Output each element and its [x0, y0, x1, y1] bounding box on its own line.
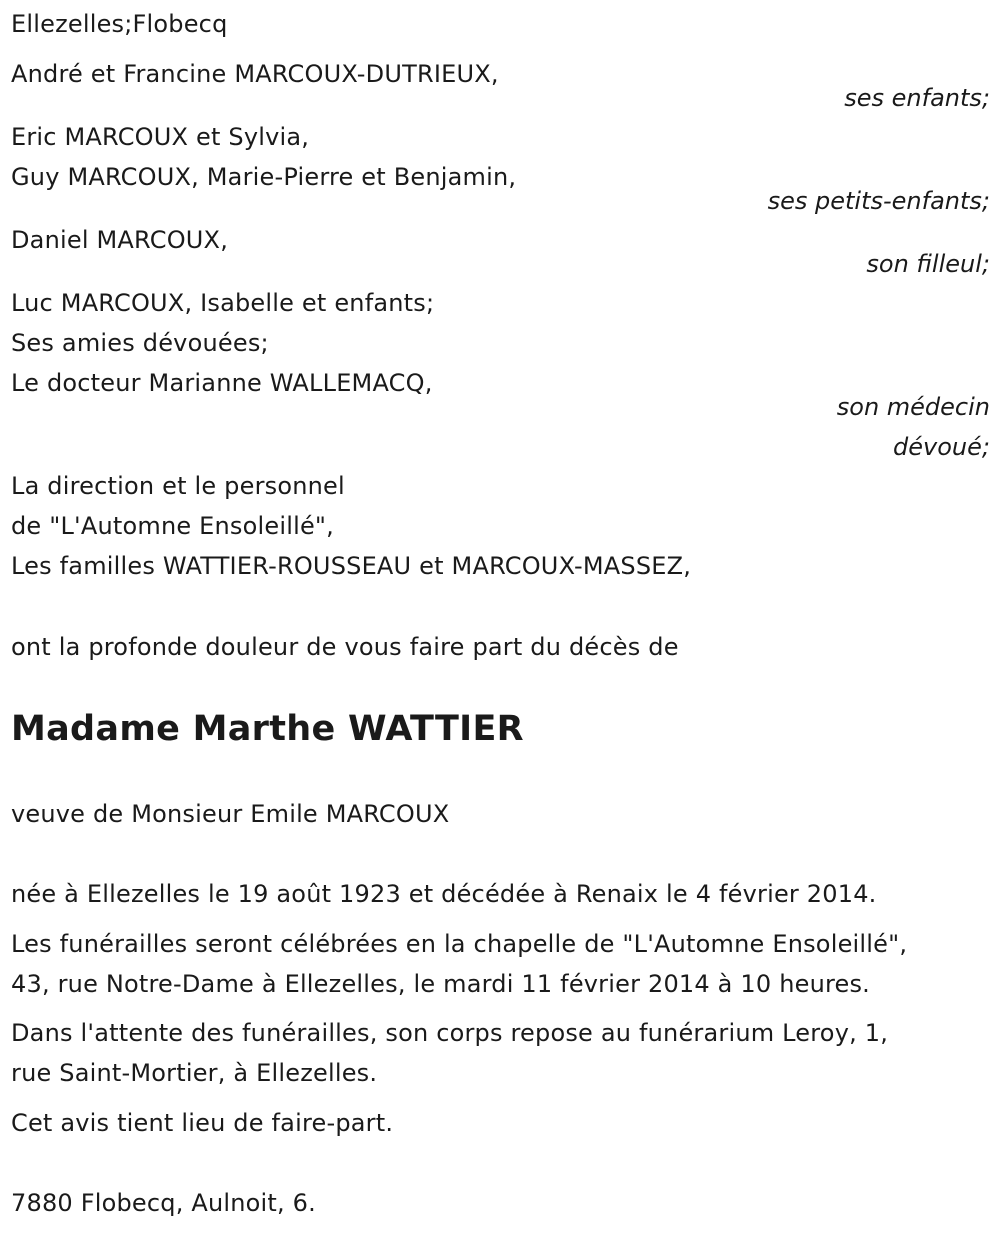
- repose-line-1: Dans l'attente des funérailles, son corps repose au funérarium Leroy, 1,: [11, 1019, 889, 1047]
- family-address: 7880 Flobecq, Aulnoit, 6.: [11, 1189, 316, 1217]
- institution-line-2: de "L'Automne Ensoleillé",: [11, 512, 334, 540]
- funeral-line-2: 43, rue Notre-Dame à Ellezelles, le mardi 11 février 2014 à 10 heures.: [11, 970, 871, 998]
- deceased-name: Madame Marthe WATTIER: [11, 709, 524, 749]
- doctor-role-line-2: dévoué;: [893, 433, 990, 461]
- notice-line: Cet avis tient lieu de faire-part.: [11, 1109, 394, 1137]
- birth-death-dates: née à Ellezelles le 19 août 1923 et décédée à Renaix le 4 février 2014.: [11, 880, 877, 908]
- location-header: Ellezelles;Flobecq: [11, 10, 228, 38]
- announcement-intro: ont la profonde douleur de vous faire part du décès de: [11, 633, 679, 661]
- repose-line-2: rue Saint-Mortier, à Ellezelles.: [11, 1059, 378, 1087]
- grandchild-line-1: Eric MARCOUX et Sylvia,: [11, 123, 310, 151]
- godson-role: son filleul;: [866, 250, 990, 278]
- children-names: André et Francine MARCOUX-DUTRIEUX,: [11, 60, 499, 88]
- institution-line-3: Les familles WATTIER-ROUSSEAU et MARCOUX-MASSEZ,: [11, 552, 692, 580]
- other-line-2: Ses amies dévouées;: [11, 329, 269, 357]
- institution-line-1: La direction et le personnel: [11, 472, 345, 500]
- funeral-line-1: Les funérailles seront célébrées en la chapelle de "L'Automne Ensoleillé",: [11, 930, 908, 958]
- doctor-role-line-1: son médecin: [836, 393, 990, 421]
- other-line-1: Luc MARCOUX, Isabelle et enfants;: [11, 289, 435, 317]
- children-role: ses enfants;: [844, 84, 990, 112]
- grandchildren-role: ses petits-enfants;: [767, 187, 990, 215]
- widow-of: veuve de Monsieur Emile MARCOUX: [11, 800, 450, 828]
- godson-name: Daniel MARCOUX,: [11, 226, 229, 254]
- doctor-name: Le docteur Marianne WALLEMACQ,: [11, 369, 433, 397]
- grandchild-line-2: Guy MARCOUX, Marie-Pierre et Benjamin,: [11, 163, 517, 191]
